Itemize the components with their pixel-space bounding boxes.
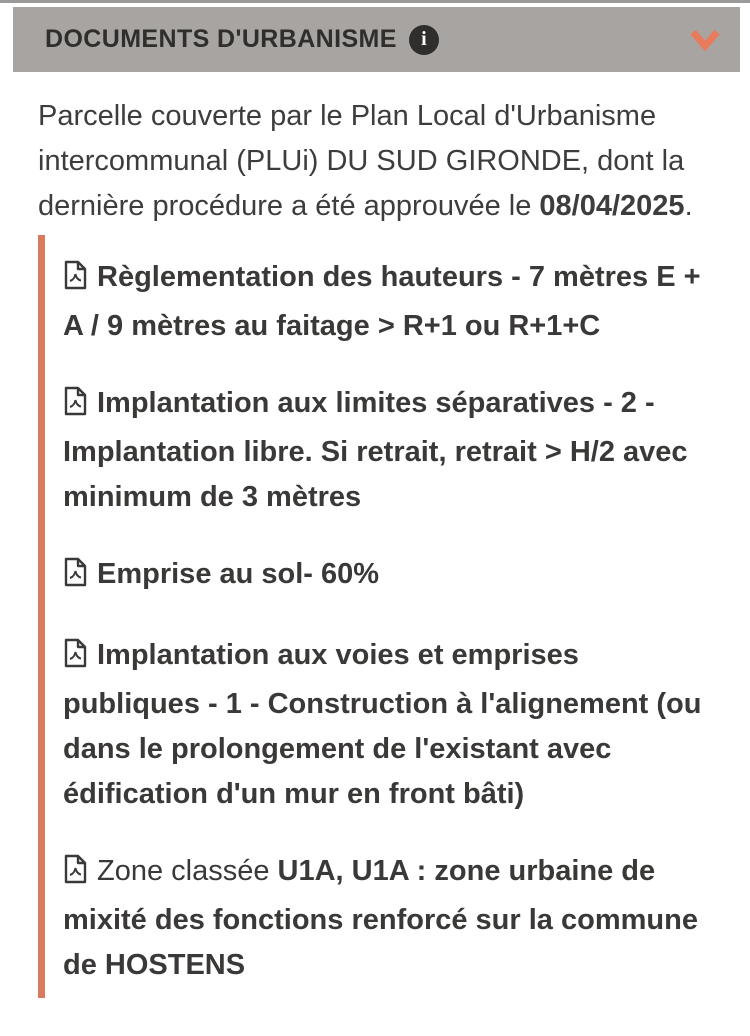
document-link-limites-separatives[interactable] xyxy=(63,381,722,520)
intro-text-before: Parcelle couverte par le Plan Local d'Urbanisme intercommunal (PLUi) DU SUD GIRONDE, dont la dernière procédure a été approuvée le xyxy=(38,100,685,222)
document-link-voies-emprises-publiques[interactable] xyxy=(63,633,722,817)
info-icon[interactable]: i xyxy=(409,25,439,55)
pdf-file-icon xyxy=(63,637,88,682)
pdf-file-icon xyxy=(63,259,88,304)
document-list xyxy=(38,235,722,998)
pdf-file-icon xyxy=(63,385,88,430)
section-title: DOCUMENTS D'URBANISME xyxy=(45,25,397,53)
document-link-emprise-au-sol[interactable] xyxy=(63,552,722,601)
document-link-zone-classee[interactable] xyxy=(63,849,722,988)
pdf-file-icon xyxy=(63,853,88,898)
top-divider xyxy=(0,0,750,3)
document-text-bold: Emprise au sol- 60% xyxy=(97,558,380,590)
document-text-bold: Implantation aux limites séparatives - 2 - Implantation libre. Si retrait, retrait > H/2 avec minimum de 3 mètres xyxy=(63,387,688,513)
intro-text-after: . xyxy=(684,190,693,222)
intro-date: 08/04/2025 xyxy=(539,190,685,222)
chevron-down-icon[interactable] xyxy=(688,27,722,53)
intro-paragraph xyxy=(38,94,716,229)
document-text-bold: U1A, U1A : zone urbaine de mixité des fonctions renforcé sur la commune de HOSTENS xyxy=(63,855,698,981)
section-header-documents-urbanisme[interactable] xyxy=(13,7,740,72)
document-text-bold: Implantation aux voies et emprises publiques - 1 - Construction à l'alignement (ou dans le prolongement de l'existant avec édification d'un mur en front bâti) xyxy=(63,639,702,810)
document-text-normal: Zone classée xyxy=(97,855,278,887)
document-text-bold: Règlementation des hauteurs - 7 mètres E + A / 9 mètres au faitage > R+1 ou R+1+C xyxy=(63,261,701,342)
document-link-hauteurs[interactable] xyxy=(63,255,722,349)
pdf-file-icon xyxy=(63,556,88,601)
